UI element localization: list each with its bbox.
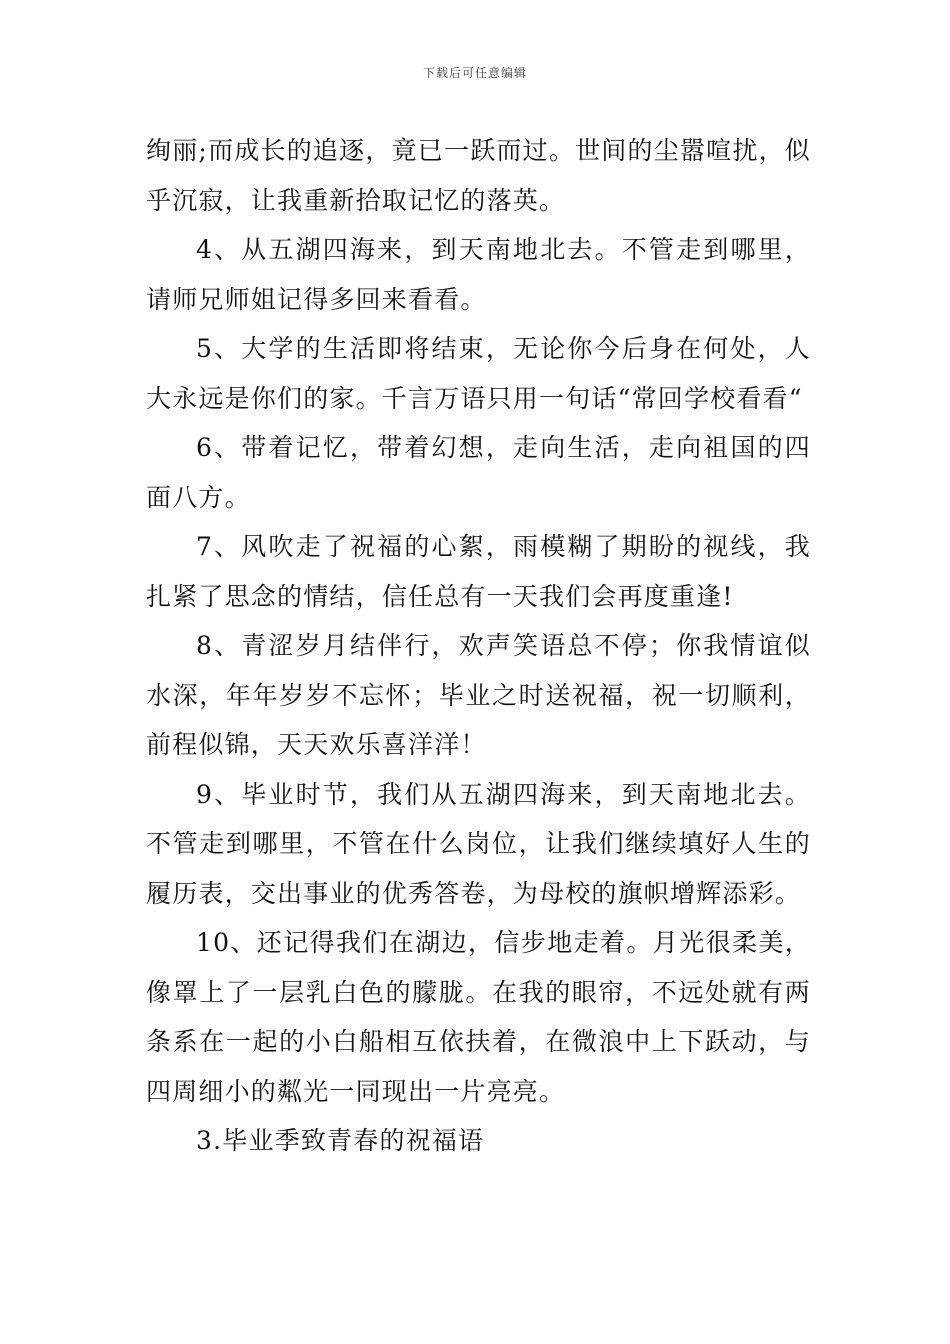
paragraph-item-8: 8、青涩岁月结伴行，欢声笑语总不停；你我情谊似水深，年年岁岁不忘怀；毕业之时送祝福，祝一切顺利，前程似锦，天天欢乐喜洋洋！ xyxy=(146,631,811,759)
paragraph-continuation: 绚丽;而成长的追逐，竟已一跃而过。世间的尘嚣喧扰，似乎沉寂，让我重新拾取记忆的落英。 xyxy=(146,136,811,215)
paragraph-item-6: 6、带着记忆，带着幻想，走向生活，走向祖国的四面八方。 xyxy=(146,433,811,512)
paragraph-item-9: 9、毕业时节，我们从五湖四海来，到天南地北去。不管走到哪里，不管在什么岗位，让我们继续填好人生的履历表，交出事业的优秀答卷，为母校的旗帜增辉添彩。 xyxy=(146,779,811,908)
paragraph-item-10: 10、还记得我们在湖边，信步地走着。月光很柔美，像罩上了一层乳白色的朦胧。在我的眼帘，不远处就有两条系在一起的小白船相互依扶着，在微浪中上下跃动，与四周细小的粼光一同现出一片亮亮。 xyxy=(146,928,811,1106)
page-header: 下载后可任意编辑 xyxy=(422,66,527,80)
paragraph-item-5: 5、大学的生活即将结束，无论你今后身在何处，人大永远是你们的家。千言万语只用一句话“常回学校看看“ xyxy=(146,334,811,413)
paragraph-item-7: 7、风吹走了祝福的心絮，雨模糊了期盼的视线，我扎紧了思念的情结，信任总有一天我们会再度重逢! xyxy=(146,532,811,611)
paragraph-item-4: 4、从五湖四海来，到天南地北去。不管走到哪里，请师兄师姐记得多回来看看。 xyxy=(146,235,811,314)
section-heading: 3.毕业季致青春的祝福语 xyxy=(196,1126,485,1155)
document-body xyxy=(146,126,811,1166)
